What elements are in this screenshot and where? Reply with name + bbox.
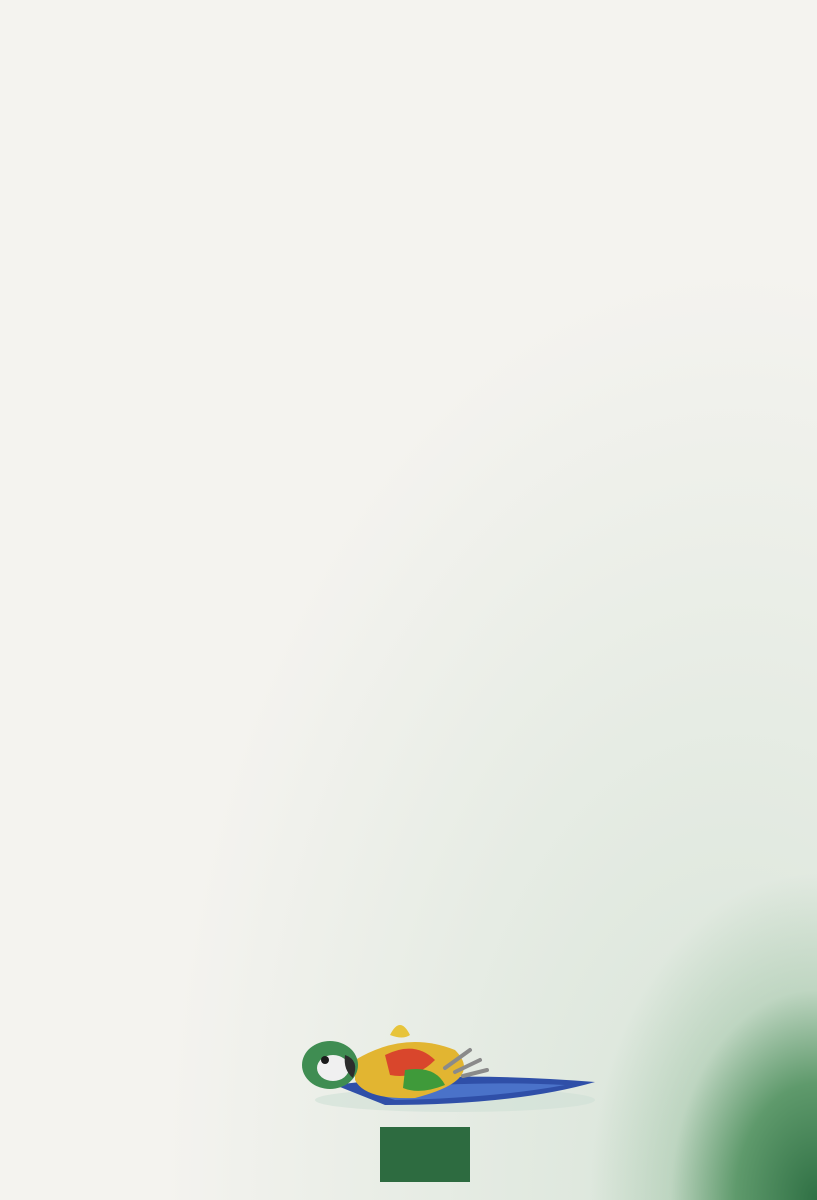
left-dotted-border (0, 0, 40, 1200)
parrot-illustration (295, 1010, 605, 1125)
top-dotted-border (0, 0, 817, 90)
corner-gradient (587, 870, 817, 1200)
page-number (380, 1127, 470, 1182)
